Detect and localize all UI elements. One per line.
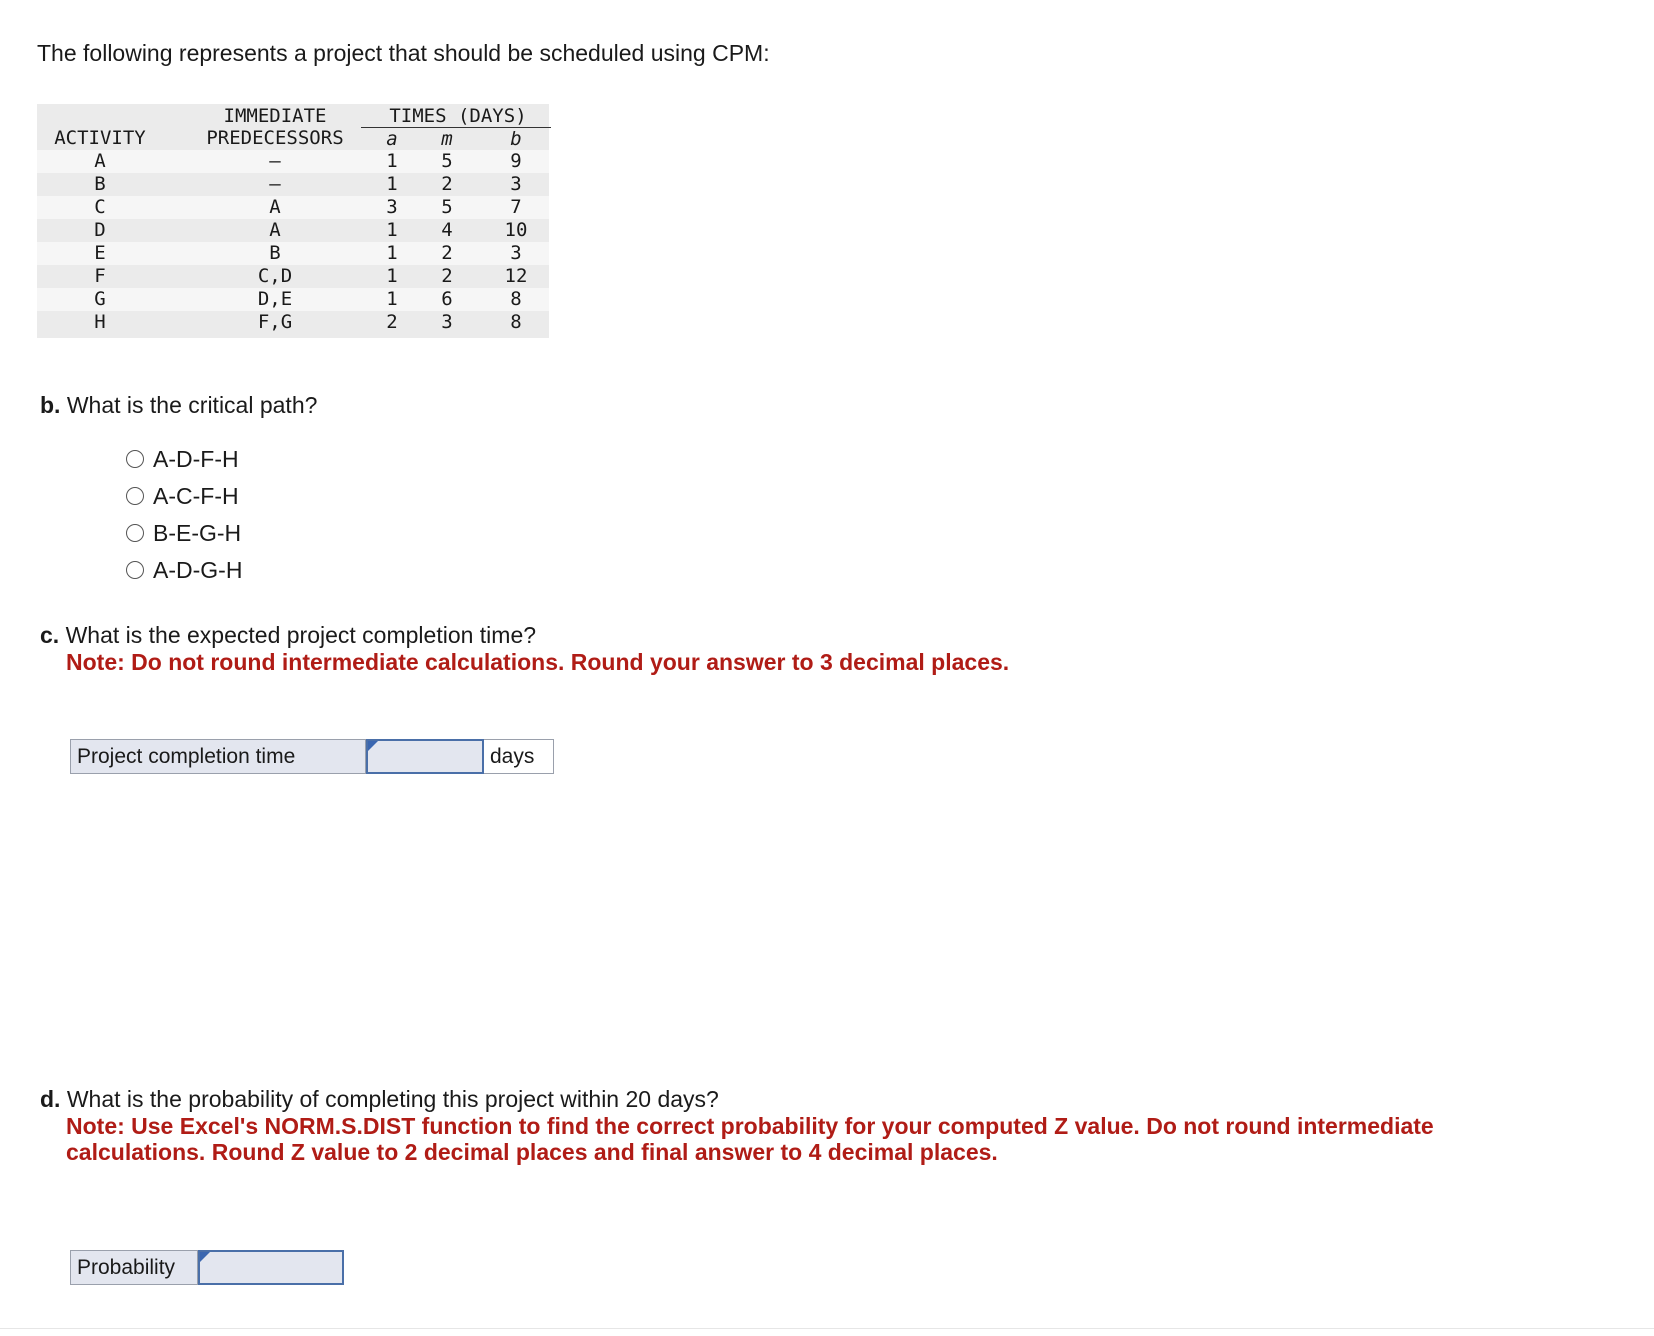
option-a-d-g-h[interactable] xyxy=(126,555,242,585)
table-cell-m: 5 xyxy=(441,150,453,172)
table-cell-a: 2 xyxy=(386,311,398,333)
table-cell-b: 10 xyxy=(504,219,528,241)
table-cell-b: 9 xyxy=(510,150,522,172)
question-d-letter: d. xyxy=(40,1086,61,1112)
table-cell-pred: A xyxy=(269,196,281,218)
question-d-text: What is the probability of completing this project within 20 days? xyxy=(66,1086,719,1112)
option-a-d-f-h[interactable] xyxy=(126,444,239,474)
table-cell-b: 3 xyxy=(510,173,522,195)
table-cell-m: 2 xyxy=(441,265,453,287)
completion-time-input[interactable] xyxy=(366,739,484,774)
question-b xyxy=(40,392,317,419)
table-cell-a: 1 xyxy=(386,173,398,195)
table-cell-pred: — xyxy=(269,173,281,195)
table-cell-pred: F,G xyxy=(257,311,293,333)
question-d-note-line1: Note: Use Excel's NORM.S.DIST function to find the correct probability for your computed Z value. Do not round intermediate xyxy=(66,1113,1434,1139)
question-c xyxy=(40,622,536,649)
radio-button[interactable] xyxy=(126,561,144,579)
table-cell-activity: G xyxy=(94,288,106,310)
table-cell-m: 2 xyxy=(441,242,453,264)
table-cell-activity: B xyxy=(94,173,106,195)
header-m: m xyxy=(441,128,453,150)
option-label: A-C-F-H xyxy=(153,482,239,509)
question-b-text: What is the critical path? xyxy=(66,392,318,418)
header-predecessors-line1: IMMEDIATE xyxy=(223,105,327,127)
completion-time-label: Project completion time xyxy=(70,739,366,774)
table-cell-a: 1 xyxy=(386,265,398,287)
option-b-e-g-h[interactable] xyxy=(126,518,241,548)
table-cell-pred: C,D xyxy=(257,265,293,287)
table-cell-activity: H xyxy=(94,311,106,333)
option-label: B-E-G-H xyxy=(153,519,242,546)
header-a: a xyxy=(386,128,398,150)
table-cell-activity: E xyxy=(94,242,106,264)
divider xyxy=(0,1328,1654,1329)
table-cell-b: 12 xyxy=(504,265,528,287)
header-times: TIMES (DAYS) xyxy=(389,105,527,127)
table-cell-activity: A xyxy=(94,150,106,172)
question-d-note-line2: calculations. Round Z value to 2 decimal places and final answer to 4 decimal places. xyxy=(66,1139,998,1165)
table-cell-a: 1 xyxy=(386,150,398,172)
table-cell-a: 1 xyxy=(386,219,398,241)
table-cell-pred: — xyxy=(269,150,281,172)
days-unit-label: days xyxy=(484,739,554,774)
table-cell-b: 8 xyxy=(510,288,522,310)
table-cell-activity: F xyxy=(94,265,106,287)
option-label: A-D-F-H xyxy=(153,445,239,472)
radio-button[interactable] xyxy=(126,487,144,505)
table-cell-pred: A xyxy=(269,219,281,241)
table-cell-m: 5 xyxy=(441,196,453,218)
question-c-text: What is the expected project completion time? xyxy=(65,622,537,648)
table-cell-b: 8 xyxy=(510,311,522,333)
header-activity: ACTIVITY xyxy=(54,127,146,149)
probability-input[interactable] xyxy=(198,1250,344,1285)
table-cell-pred: D,E xyxy=(257,288,293,310)
table-cell-a: 1 xyxy=(386,242,398,264)
table-cell-m: 6 xyxy=(441,288,453,310)
table-cell-pred: B xyxy=(269,242,281,264)
table-cell-m: 3 xyxy=(441,311,453,333)
question-d xyxy=(40,1086,719,1113)
intro-text: The following represents a project that should be scheduled using CPM: xyxy=(37,40,770,66)
table-cell-a: 3 xyxy=(386,196,398,218)
option-a-c-f-h[interactable] xyxy=(126,481,239,511)
option-label: A-D-G-H xyxy=(153,556,243,583)
header-predecessors-line2: PREDECESSORS xyxy=(206,127,344,149)
radio-button[interactable] xyxy=(126,450,144,468)
table-cell-m: 2 xyxy=(441,173,453,195)
table-cell-activity: C xyxy=(94,196,106,218)
table-cell-b: 7 xyxy=(510,196,522,218)
table-cell-a: 1 xyxy=(386,288,398,310)
header-b: b xyxy=(510,128,522,150)
table-cell-m: 4 xyxy=(441,219,453,241)
radio-button[interactable] xyxy=(126,524,144,542)
activity-table xyxy=(37,104,549,338)
table-cell-activity: D xyxy=(94,219,106,241)
table-cell-b: 3 xyxy=(510,242,522,264)
probability-label: Probability xyxy=(70,1250,198,1285)
question-b-letter: b. xyxy=(40,392,61,418)
question-c-note: Note: Do not round intermediate calculations. Round your answer to 3 decimal places. xyxy=(66,649,1010,675)
question-c-letter: c. xyxy=(40,622,60,648)
